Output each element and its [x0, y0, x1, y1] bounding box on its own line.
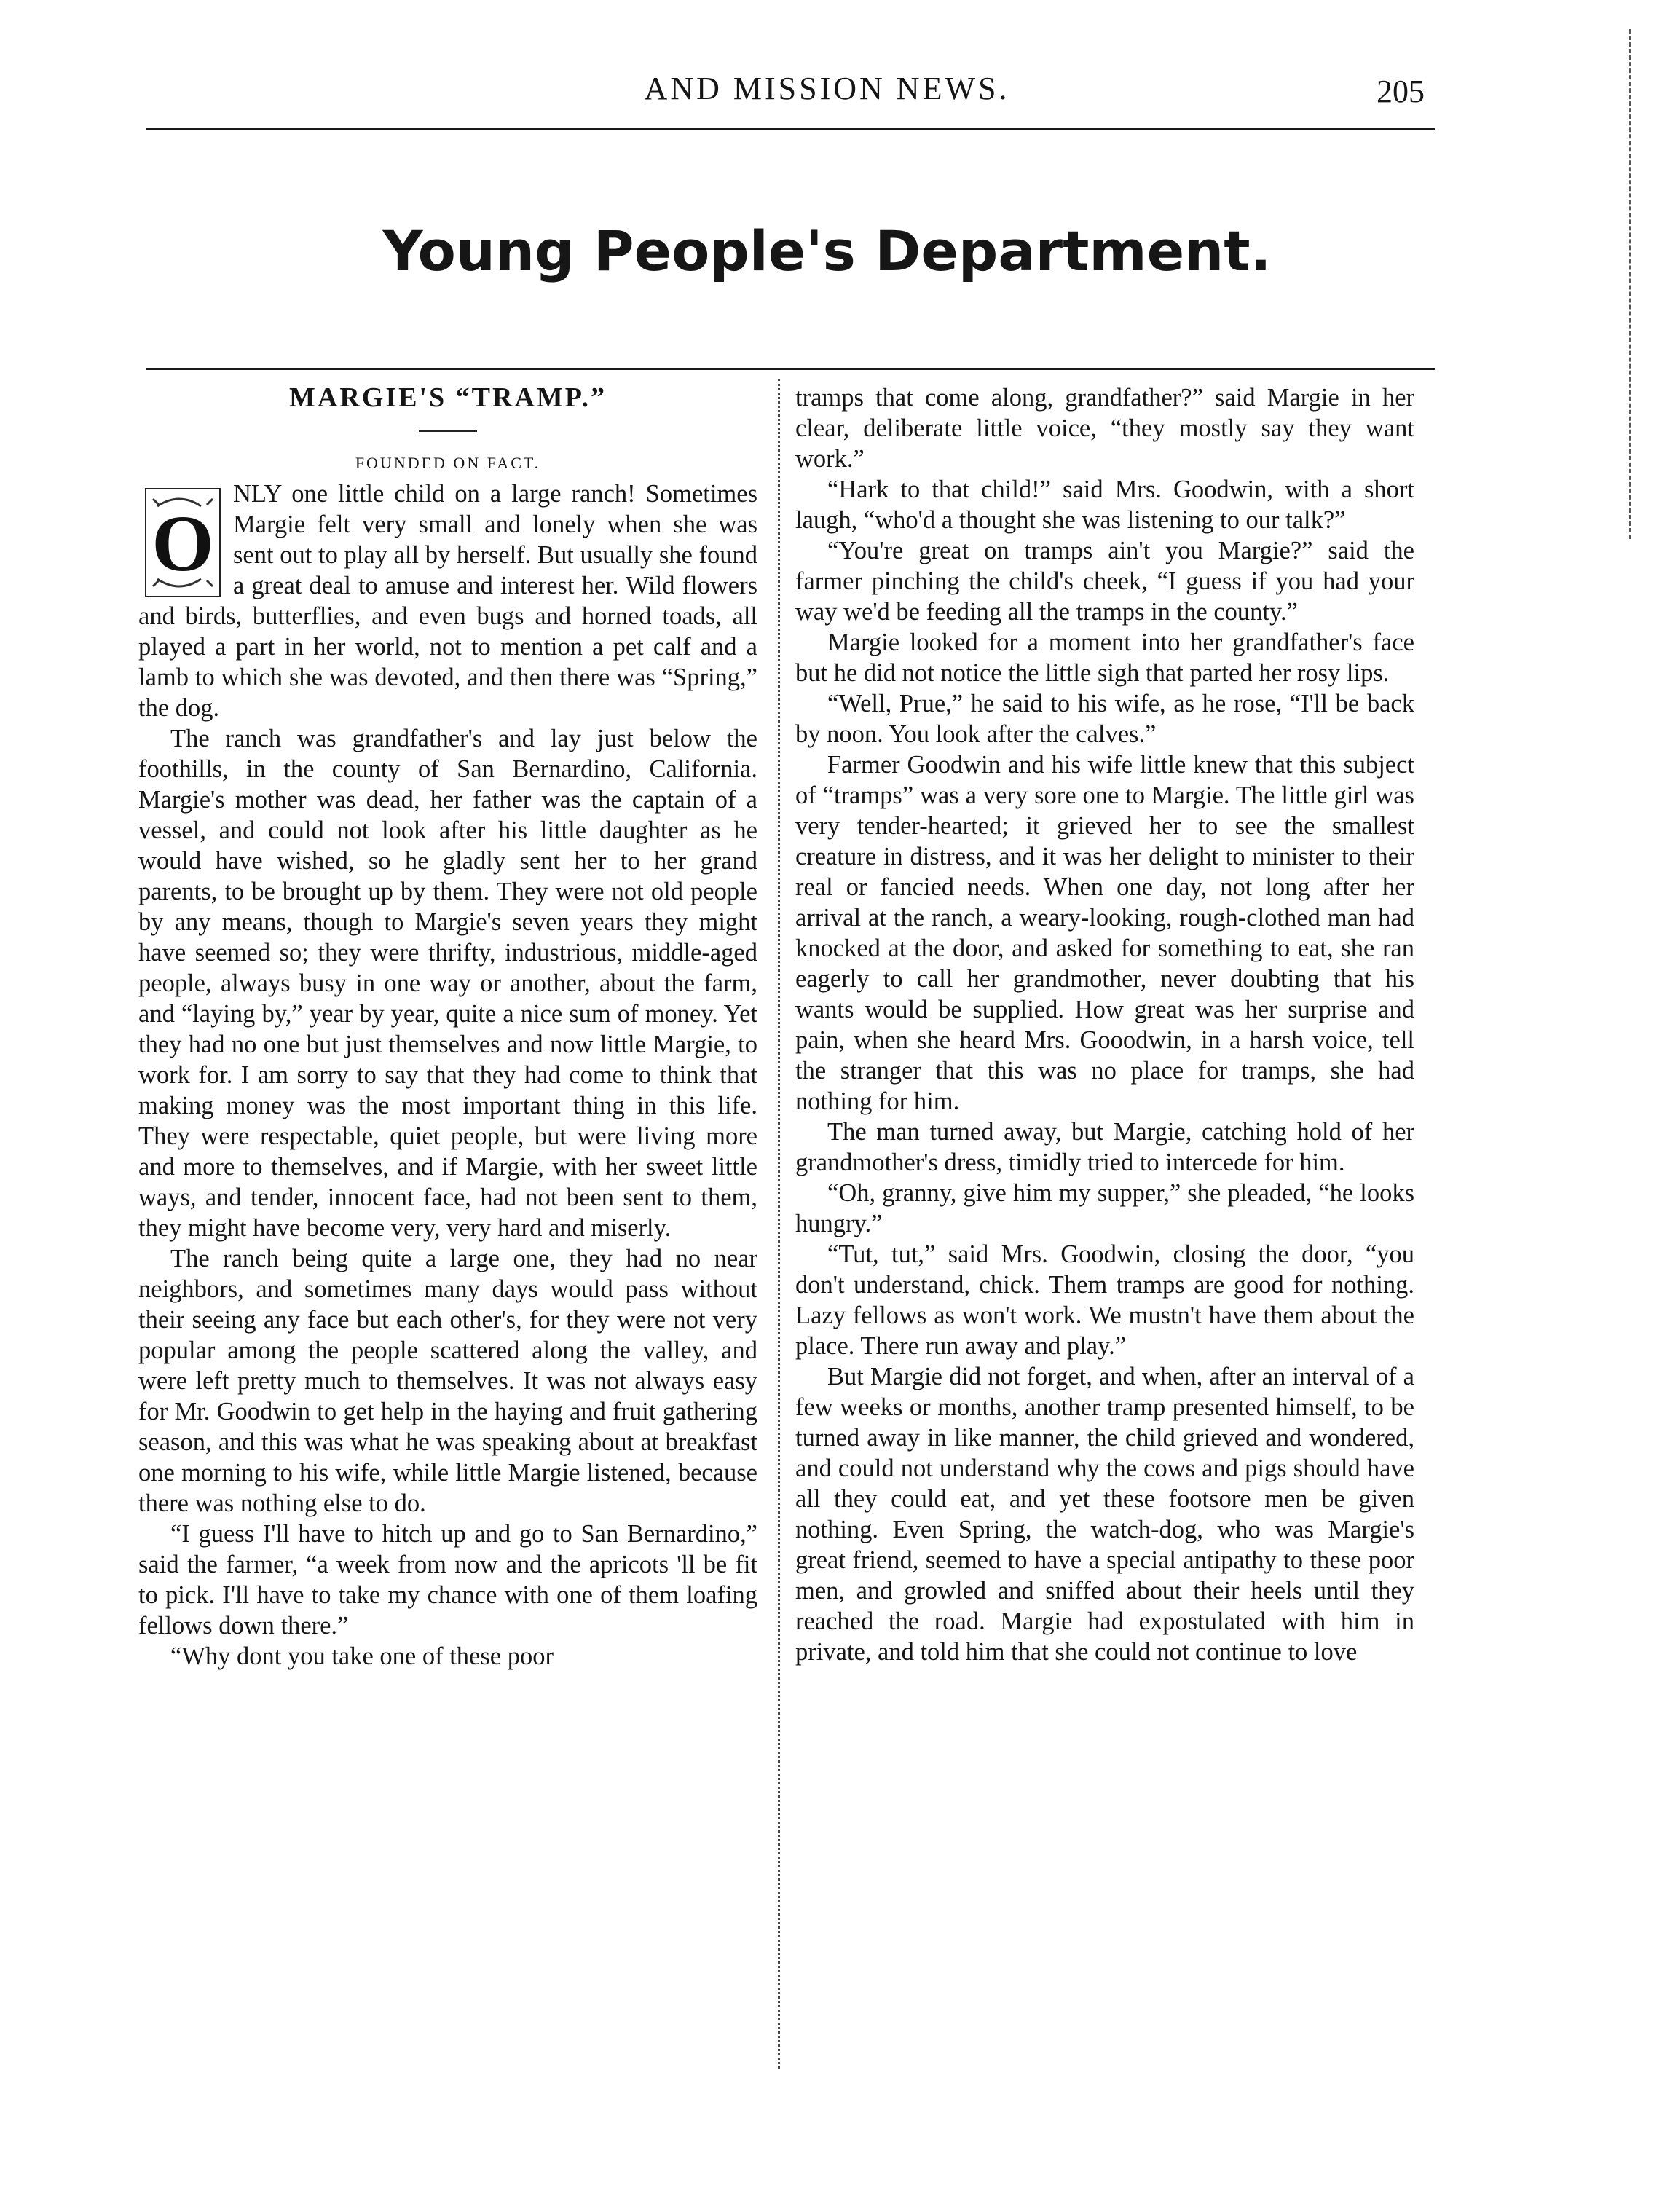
running-head: AND MISSION NEWS.	[644, 71, 1010, 106]
paragraph: The ranch was grandfather's and lay just below the foothills, in the county of San Bernardino, California. Margie's mother was dead, her father was the captain of a vessel, and could not look after his little daughter as he would have wished, so he gladly sent her to her grand parents, to be brought up by them. They were not old people by any means, though to Margie's seven years they might have seemed so; they were thrifty, industrious, middle-aged people, always busy in one way or another, about the farm, and “laying by,” year by year, quite a nice sum of money. Yet they had no one but just themselves and now little Margie, to work for. I am sorry to say that they had come to think that making money was the most important thing in this life. They were respectable, quiet people, but were living more and more to themselves, and if Margie, with her sweet little ways, and tender, innocent face, had not been sent to them, they might have become very, very hard and miserly.	[138, 725, 757, 1242]
story-title: MARGIE'S “TRAMP.”	[289, 382, 607, 413]
paragraph: But Margie did not forget, and when, after an interval of a few weeks or months, another tramp presented himself, to be turned away in like manner, the child grieved and wondered, and could not understand why the cows and pigs should have all they could eat, and yet these footsore men be given nothing. Even Spring, the watch-dog, who was Margie's great friend, seemed to have a special antipathy to these poor men, and growled and sniffed about their heels until they reached the road. Margie had expostulated with him in private, and told him that she could not continue to love	[795, 1363, 1414, 1666]
dropcap-letter: O	[151, 499, 214, 588]
paragraph: “You're great on tramps ain't you Margie?” said the farmer pinching the child's cheek, “I guess if you had your way we'd be feeding all the tramps in the county.”	[795, 537, 1414, 626]
title-rule	[419, 430, 477, 432]
paragraph: The man turned away, but Margie, catching hold of her grandmother's dress, timidly tried to intercede for him.	[795, 1118, 1414, 1176]
ornamental-dropcap-icon	[143, 484, 223, 601]
left-column	[138, 382, 757, 1672]
department-title: Young People's Department.	[382, 219, 1272, 283]
page-number: 205	[1377, 74, 1425, 109]
section-rule	[146, 368, 1435, 370]
paragraph: “I guess I'll have to hitch up and go to San Bernardino,” said the farmer, “a week from now and the apricots 'll be fit to pick. I'll have to take my chance with one of them loafing fellows down there.”	[138, 1520, 757, 1640]
paragraph: “Hark to that child!” said Mrs. Goodwin, with a short laugh, “who'd a thought she was listening to our talk?”	[795, 476, 1414, 534]
paragraph: “Well, Prue,” he said to his wife, as he rose, “I'll be back by noon. You look after the calves.”	[795, 690, 1414, 748]
right-column	[795, 382, 1414, 1667]
paragraph: NLY one little child on a large ranch! Sometimes Margie felt very small and lonely when she was sent out to play all by herself. But usually she found a great deal to amuse and interest her. Wild flowers and birds, butterflies, and even bugs and horned toads, all played a part in her world, not to mention a pet calf and a lamb to which she was devoted, and then there was “Spring,” the dog.	[138, 480, 757, 722]
paragraph: “Why dont you take one of these poor	[170, 1642, 554, 1670]
story-byline: FOUNDED ON FACT.	[355, 454, 541, 472]
column-divider	[778, 379, 780, 2069]
paragraph: tramps that come along, grandfather?” said Margie in her clear, deliberate little voice, “they mostly say they want work.”	[795, 384, 1414, 473]
paragraph: Margie looked for a moment into her grandfather's face but he did not notice the little sigh that parted her rosy lips.	[795, 629, 1414, 687]
paragraph: Farmer Goodwin and his wife little knew that this subject of “tramps” was a very sore one to Margie. The little girl was very tender-hearted; it grieved her to see the smallest creature in distress, and it was her delight to minister to their real or fancied needs. When one day, not long after her arrival at the ranch, a weary-looking, rough-clothed man had knocked at the door, and asked for something to eat, she ran eagerly to call her grandmother, never doubting that his wants would be supplied. How great was her surprise and pain, when she heard Mrs. Gooodwin, in a harsh voice, tell the stranger that this was no place for tramps, she had nothing for him.	[795, 751, 1414, 1115]
paragraph: The ranch being quite a large one, they had no near neighbors, and sometimes many days would pass without their seeing any face but each other's, for they were not very popular among the people scattered along the valley, and were left pretty much to themselves. It was not always easy for Mr. Goodwin to get help in the haying and fruit gathering season, and this was what he was speaking about at breakfast one morning to his wife, while little Margie listened, because there was nothing else to do.	[138, 1245, 757, 1517]
paragraph: “Tut, tut,” said Mrs. Goodwin, closing the door, “you don't understand, chick. Them tramps are good for nothing. Lazy fellows as won't work. We mustn't have them about the place. There run away and play.”	[795, 1240, 1414, 1360]
scan-edge-marks	[1629, 29, 1638, 539]
header-rule	[146, 128, 1435, 130]
paragraph: “Oh, granny, give him my supper,” she pleaded, “he looks hungry.”	[795, 1179, 1414, 1237]
